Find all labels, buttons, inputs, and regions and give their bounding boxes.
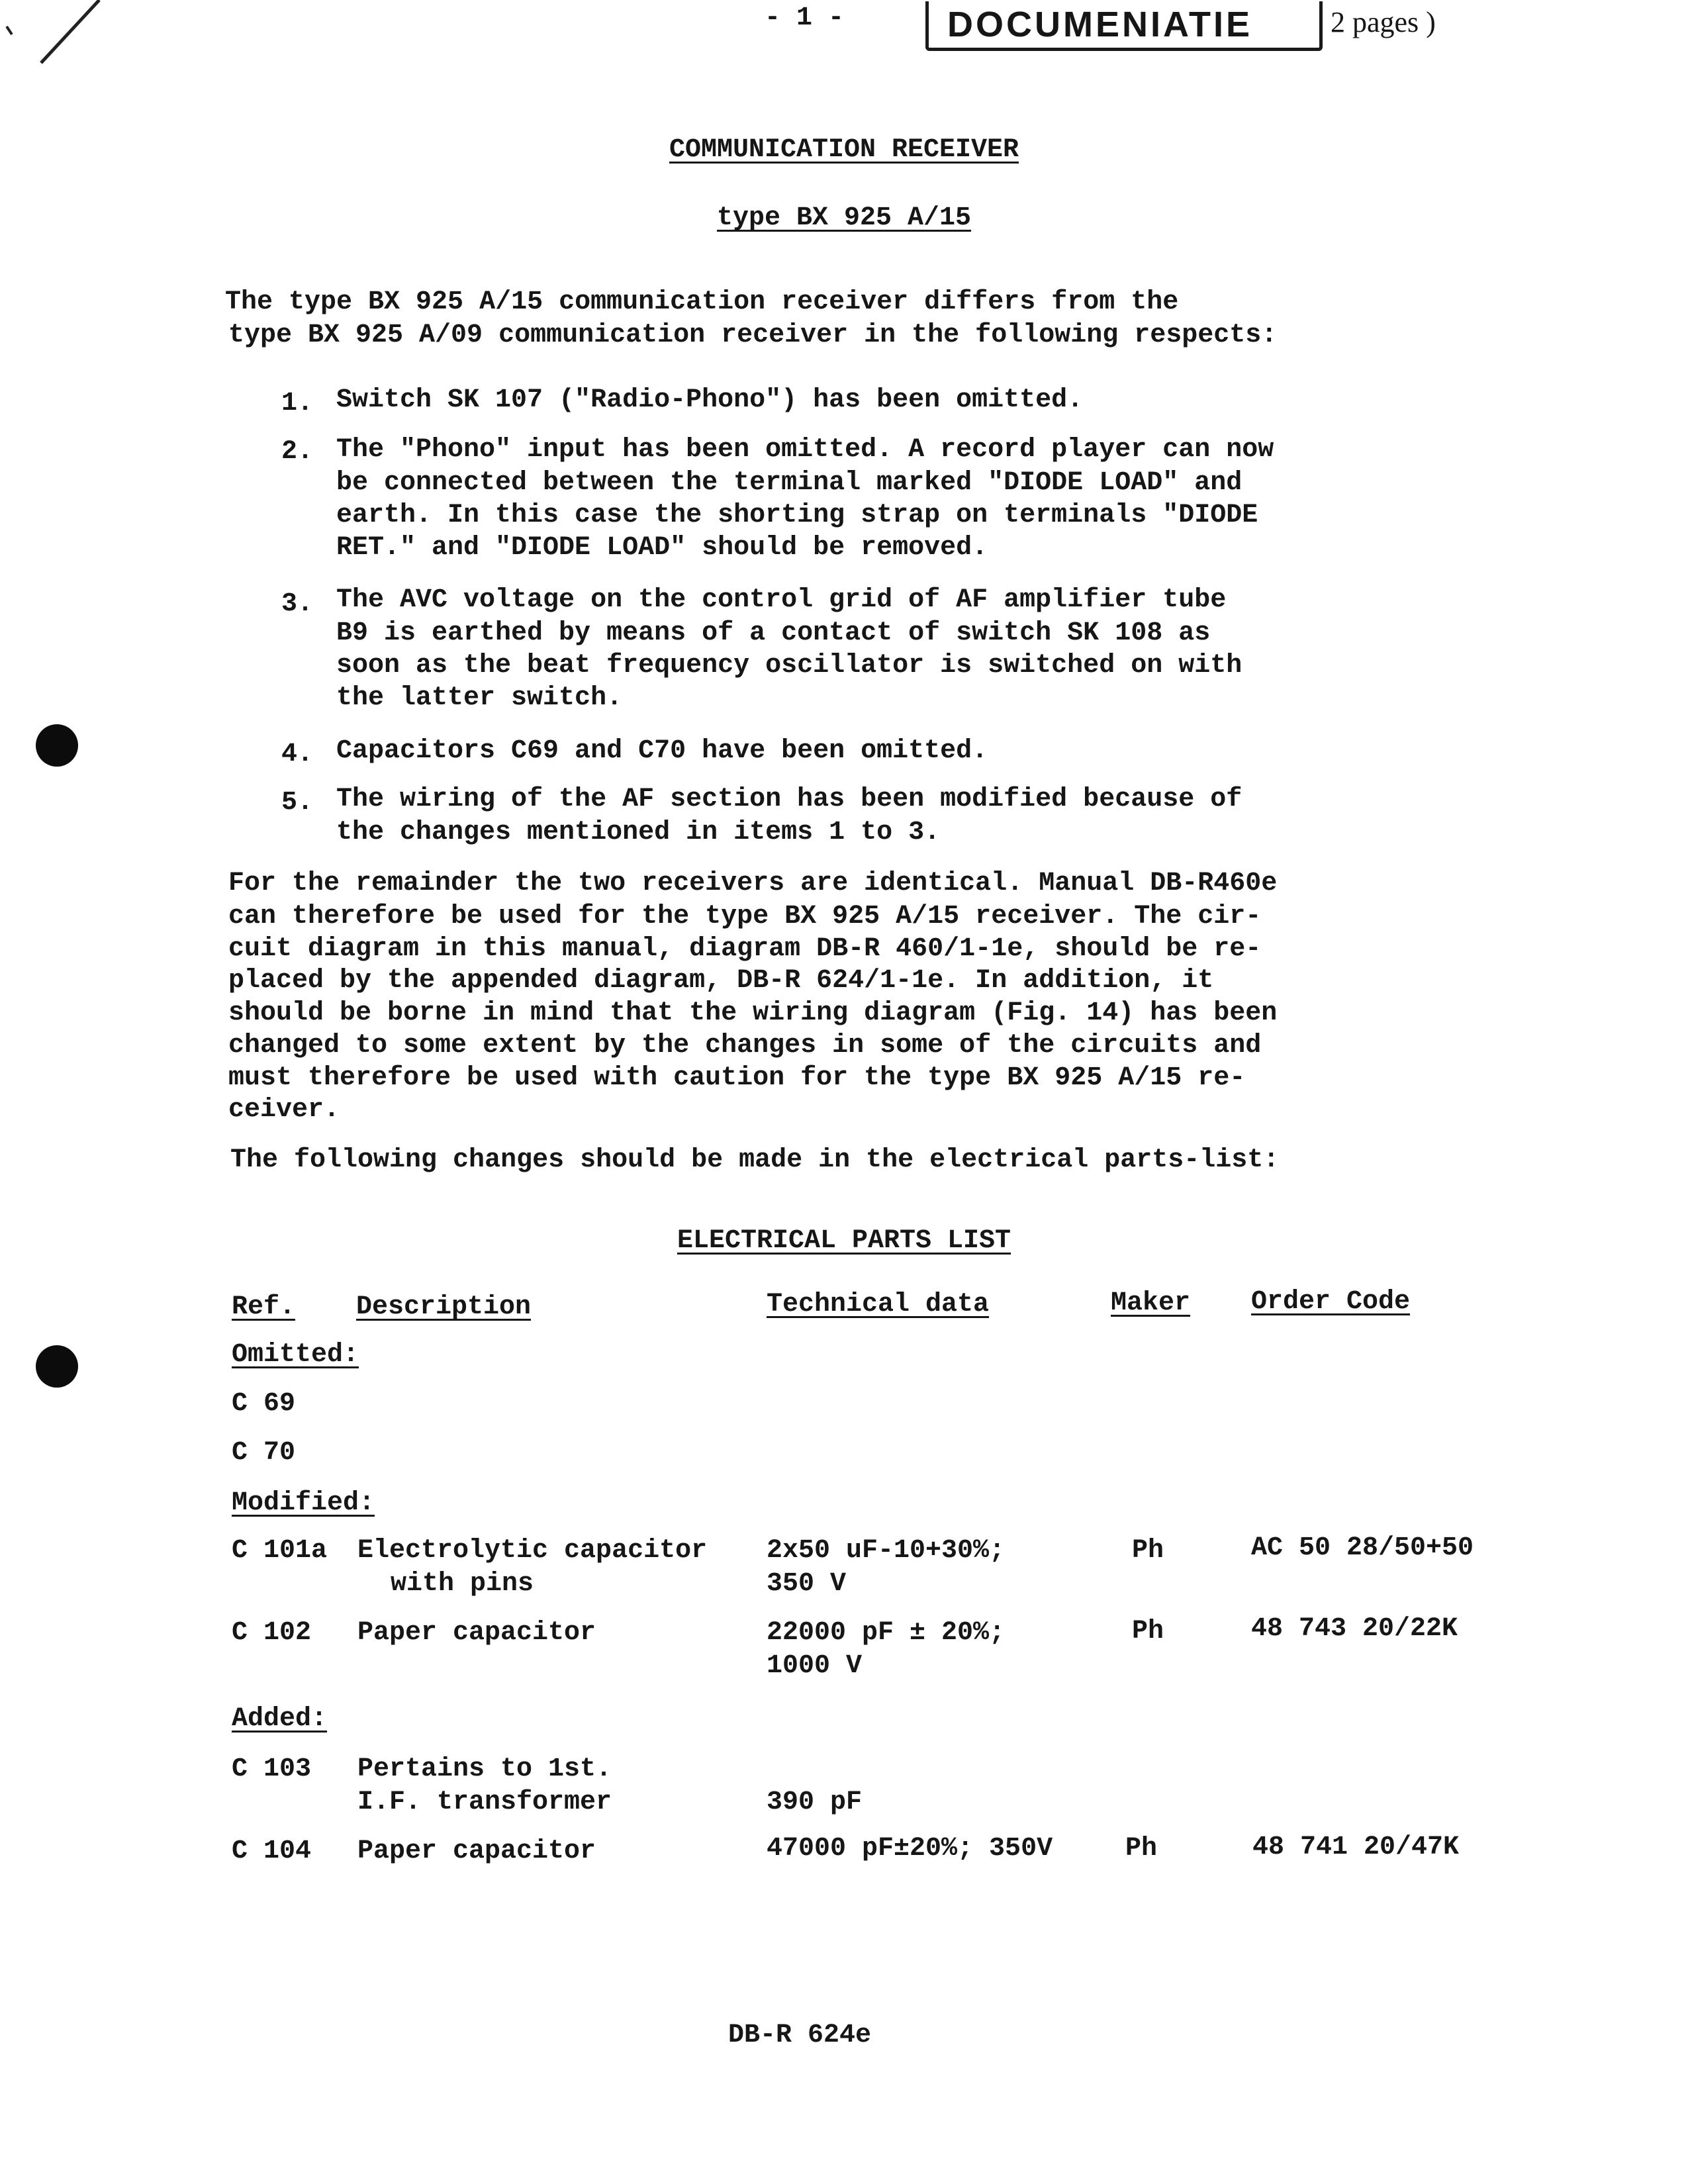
part-technical: 350 V: [767, 1569, 847, 1599]
part-maker: Ph: [1132, 1617, 1164, 1646]
part-order-code: AC 50 28/50+50: [1251, 1533, 1474, 1563]
remainder-line: placed by the appended diagram, DB-R 624/1-1e. In addition, it: [228, 966, 1214, 996]
item-line: The AVC voltage on the control grid of AF amplifier tube: [336, 585, 1227, 615]
header-order-code: Order Code: [1251, 1287, 1411, 1317]
part-maker: Ph: [1132, 1536, 1164, 1566]
header-maker: Maker: [1111, 1288, 1191, 1318]
remainder-line: must therefore be used with caution for the type BX 925 A/15 re-: [228, 1063, 1246, 1093]
remainder-line: For the remainder the two receivers are identical. Manual DB-R460e: [228, 869, 1278, 898]
item-line: Switch SK 107 ("Radio-Phono") has been omitted.: [336, 385, 1084, 415]
item-number: 5.: [281, 788, 314, 818]
part-technical: 390 pF: [767, 1787, 863, 1817]
part-order-code: 48 743 20/22K: [1251, 1614, 1458, 1644]
following-line: The following changes should be made in the electrical parts-list:: [230, 1145, 1280, 1175]
page-title: COMMUNICATION RECEIVER: [669, 135, 1019, 165]
punch-hole-icon: [36, 1345, 78, 1388]
item-line: The "Phono" input has been omitted. A record player can now: [336, 435, 1274, 465]
punch-hole-icon: [36, 724, 78, 767]
section-modified-label: Modified:: [232, 1488, 375, 1518]
parts-list-title: ELECTRICAL PARTS LIST: [677, 1226, 1011, 1256]
part-maker: Ph: [1125, 1834, 1158, 1864]
item-number: 2.: [281, 437, 314, 467]
item-line: the changes mentioned in items 1 to 3.: [336, 818, 941, 847]
omitted-ref: C 69: [232, 1389, 296, 1419]
page-number: - 1 -: [765, 3, 845, 33]
part-technical: 2x50 uF-10+30%;: [767, 1536, 1006, 1566]
remainder-line: should be borne in mind that the wiring diagram (Fig. 14) has been: [228, 998, 1278, 1028]
part-description: Paper capacitor: [357, 1836, 596, 1866]
document-code: DB-R 624e: [728, 2020, 872, 2050]
part-technical: 47000 pF±20%; 350V: [767, 1834, 1053, 1864]
part-technical: 1000 V: [767, 1651, 863, 1681]
part-ref: C 103: [232, 1754, 312, 1784]
item-line: soon as the beat frequency oscillator is switched on with: [336, 651, 1243, 681]
remainder-line: cuit diagram in this manual, diagram DB-R 460/1-1e, should be re-: [228, 934, 1262, 964]
remainder-line: changed to some extent by the changes in some of the circuits and: [228, 1031, 1262, 1061]
omitted-ref: C 70: [232, 1438, 296, 1468]
item-line: earth. In this case the shorting strap on terminals "DIODE: [336, 500, 1258, 530]
part-description: I.F. transformer: [357, 1787, 612, 1817]
item-line: Capacitors C69 and C70 have been omitted.: [336, 736, 988, 766]
part-description: Paper capacitor: [357, 1618, 596, 1648]
item-line: be connected between the terminal marked "DIODE LOAD" and: [336, 468, 1243, 498]
header-description: Description: [356, 1292, 532, 1322]
item-number: 1.: [281, 389, 314, 418]
documentatie-stamp: DOCUMENIATIE: [925, 1, 1323, 51]
remainder-line: can therefore be used for the type BX 925 A/15 receiver. The cir-: [228, 902, 1262, 931]
part-description: with pins: [391, 1569, 534, 1599]
intro-line: The type BX 925 A/15 communication receiver differs from the: [225, 287, 1179, 317]
part-description: Electrolytic capacitor: [357, 1536, 708, 1566]
part-order-code: 48 741 20/47K: [1252, 1832, 1460, 1862]
item-line: the latter switch.: [336, 683, 623, 713]
part-ref: C 104: [232, 1836, 312, 1866]
pen-mark-icon: [0, 0, 132, 79]
header-technical-data: Technical data: [767, 1290, 990, 1319]
part-technical: 22000 pF ± 20%;: [767, 1618, 1006, 1648]
item-number: 3.: [281, 589, 314, 619]
part-ref: C 101a: [232, 1536, 328, 1566]
part-ref: C 102: [232, 1618, 312, 1648]
item-line: RET." and "DIODE LOAD" should be removed.: [336, 533, 988, 563]
header-ref: Ref.: [232, 1292, 296, 1322]
page-subtitle: type BX 925 A/15: [716, 203, 972, 233]
stamp-pages-note: 2 pages ): [1331, 6, 1436, 38]
part-description: Pertains to 1st.: [357, 1754, 612, 1784]
section-added-label: Added:: [232, 1704, 328, 1734]
item-line: B9 is earthed by means of a contact of switch SK 108 as: [336, 618, 1211, 648]
remainder-line: ceiver.: [228, 1095, 340, 1125]
section-omitted-label: Omitted:: [232, 1340, 359, 1370]
intro-line: type BX 925 A/09 communication receiver in the following respects:: [228, 320, 1278, 350]
item-line: The wiring of the AF section has been modified because of: [336, 784, 1243, 814]
item-number: 4.: [281, 739, 314, 769]
